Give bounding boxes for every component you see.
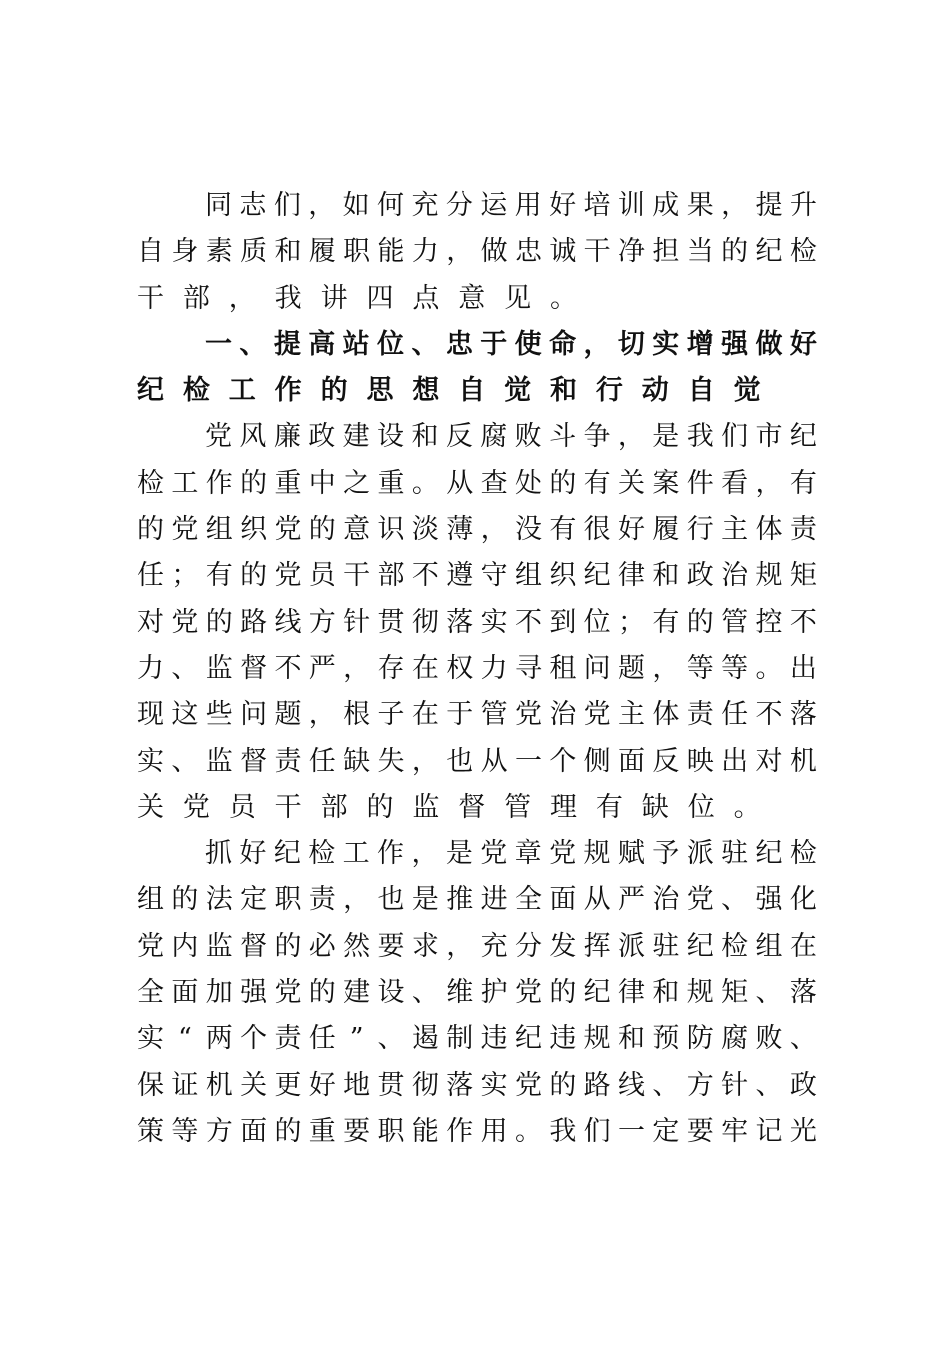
document-body bbox=[137, 183, 817, 1155]
paragraph-line: 实 “ 两 个 责 任 ” 、 遏 制 违 纪 违 规 和 预 防 腐 败 、 bbox=[137, 1023, 817, 1055]
paragraph-line: 同 志 们 ， 如 何 充 分 运 用 好 培 训 成 果 ， 提 升 bbox=[205, 190, 817, 221]
paragraph-line: 组 的 法 定 职 责 ， 也 是 推 进 全 面 从 严 治 党 、 强 化 bbox=[137, 884, 817, 916]
section-heading-line: 纪 检 工 作 的 思 想 自 觉 和 行 动 自 觉 bbox=[137, 375, 761, 407]
paragraph-line: 保 证 机 关 更 好 地 贯 彻 落 实 党 的 路 线 、 方 针 、 政 bbox=[137, 1069, 817, 1101]
section-heading-line: 一 、 提 高 站 位 、 忠 于 使 命 ， 切 实 增 强 做 好 bbox=[205, 328, 817, 360]
paragraph-line: 党 风 廉 政 建 设 和 反 腐 败 斗 争 ， 是 我 们 市 纪 bbox=[205, 421, 817, 453]
paragraph-line: 力 、 监 督 不 严 ， 存 在 权 力 寻 租 问 题 ， 等 等 。 出 bbox=[137, 652, 817, 684]
paragraph-line: 的 党 组 织 党 的 意 识 淡 薄 ， 没 有 很 好 履 行 主 体 责 bbox=[137, 514, 817, 546]
paragraph-line: 策 等 方 面 的 重 要 职 能 作 用 。 我 们 一 定 要 牢 记 光 bbox=[137, 1115, 817, 1147]
paragraph-line: 干 部 ， 我 讲 四 点 意 见 。 bbox=[137, 282, 578, 314]
paragraph-line: 党 内 监 督 的 必 然 要 求 ， 充 分 发 挥 派 驻 纪 检 组 在 bbox=[137, 930, 817, 962]
paragraph-line: 实 、 监 督 责 任 缺 失 ， 也 从 一 个 侧 面 反 映 出 对 机 bbox=[137, 745, 817, 777]
paragraph-line: 抓 好 纪 检 工 作 ， 是 党 章 党 规 赋 予 派 驻 纪 检 bbox=[205, 838, 817, 870]
paragraph-line: 检 工 作 的 重 中 之 重 。 从 查 处 的 有 关 案 件 看 ， 有 bbox=[137, 467, 817, 499]
paragraph-line: 关 党 员 干 部 的 监 督 管 理 有 缺 位 。 bbox=[137, 791, 761, 823]
paragraph-line: 全 面 加 强 党 的 建 设 、 维 护 党 的 纪 律 和 规 矩 、 落 bbox=[137, 977, 817, 1009]
paragraph-line: 自 身 素 质 和 履 职 能 力 ， 做 忠 诚 干 净 担 当 的 纪 检 bbox=[137, 236, 817, 268]
paragraph-line: 任 ； 有 的 党 员 干 部 不 遵 守 组 织 纪 律 和 政 治 规 矩 bbox=[137, 560, 817, 592]
paragraph-line: 现 这 些 问 题 ， 根 子 在 于 管 党 治 党 主 体 责 任 不 落 bbox=[137, 699, 817, 731]
paragraph-line: 对 党 的 路 线 方 针 贯 彻 落 实 不 到 位 ； 有 的 管 控 不 bbox=[137, 606, 817, 638]
